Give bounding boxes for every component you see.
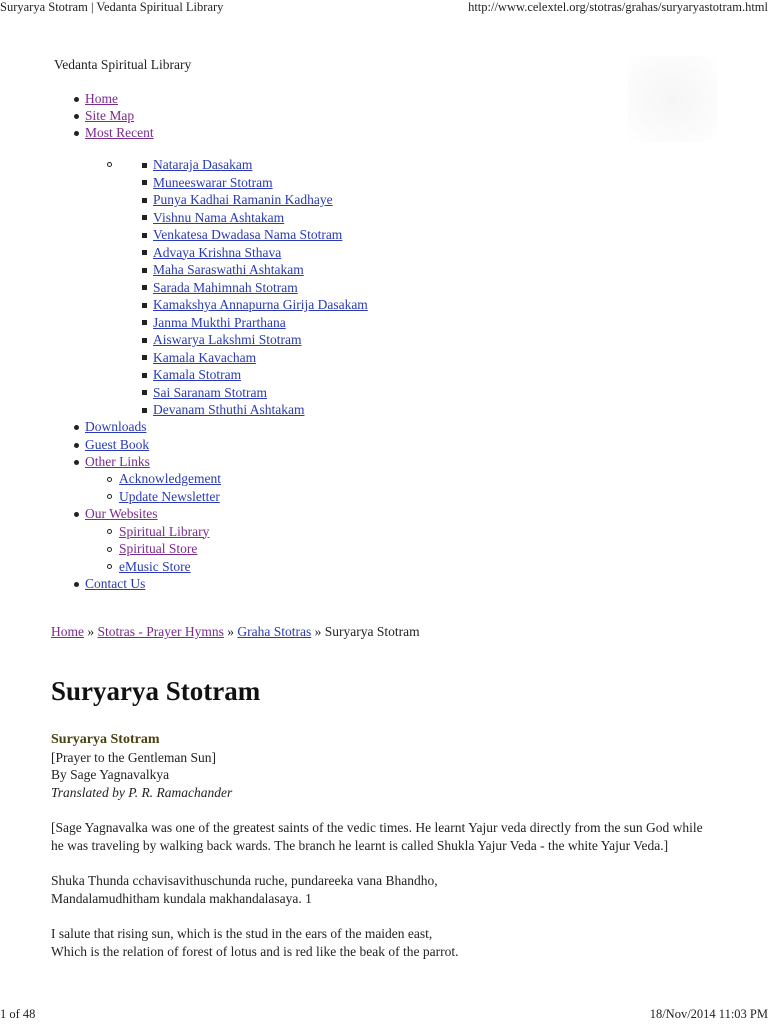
- bullet-icon: [142, 285, 147, 290]
- nav-update-newsletter-link[interactable]: Update Newsletter: [119, 488, 220, 504]
- bullet-icon: [142, 355, 147, 360]
- stotram-translator: Translated by P. R. Ramachander: [51, 784, 233, 800]
- breadcrumb: [51, 624, 420, 640]
- bullet-icon: [74, 460, 79, 465]
- print-page-url: http://www.celextel.org/stotras/grahas/suryaryastotram.html: [468, 0, 768, 14]
- print-datetime: 18/Nov/2014 11:03 PM: [649, 1007, 768, 1021]
- bullet-icon: [142, 408, 147, 413]
- recent-item-link[interactable]: Vishnu Nama Ashtakam: [153, 209, 285, 225]
- recent-item-link[interactable]: Sai Saranam Stotram: [153, 384, 267, 400]
- site-name: Vedanta Spiritual Library: [54, 57, 192, 72]
- bullet-icon: [142, 198, 147, 203]
- intro-line: he was traveling by walking back wards. The branch he learnt is called Shukla Yajur Veda - the white Yajur Veda.]: [51, 837, 669, 853]
- breadcrumb-graha-link[interactable]: Graha Stotras: [237, 624, 312, 639]
- nav-spiritual-store-link[interactable]: Spiritual Store: [119, 541, 198, 556]
- recent-item-link[interactable]: Kamakshya Annapurna Girija Dasakam: [153, 297, 368, 312]
- stotram-author: By Sage Yagnavalkya: [51, 767, 170, 782]
- recent-item-link[interactable]: Muneeswarar Stotram: [153, 174, 273, 190]
- nav-most-recent-link[interactable]: Most Recent: [85, 125, 154, 140]
- bullet-icon: [107, 547, 112, 552]
- bullet-icon: [74, 114, 79, 119]
- recent-item-link[interactable]: Maha Saraswathi Ashtakam: [153, 262, 304, 277]
- nested-bullet-icon: [107, 162, 112, 167]
- nav-spiritual-library-link[interactable]: Spiritual Library: [119, 523, 210, 539]
- bullet-icon: [142, 163, 147, 168]
- breadcrumb-home-link[interactable]: Home: [51, 624, 84, 639]
- recent-item-link[interactable]: Advaya Krishna Sthava: [153, 244, 282, 260]
- verse-paragraph: [51, 872, 731, 907]
- recent-item-link[interactable]: Punya Kadhai Ramanin Kadhaye: [153, 192, 333, 207]
- intro-paragraph: [51, 819, 731, 854]
- bullet-icon: [107, 529, 112, 534]
- nav-home-link[interactable]: Home: [85, 91, 118, 106]
- bullet-icon: [142, 303, 147, 308]
- print-header: [0, 0, 768, 16]
- stotram-heading: Suryarya Stotram: [51, 732, 160, 747]
- bullet-icon: [107, 494, 112, 499]
- bullet-icon: [142, 373, 147, 378]
- nav-guest-book-link[interactable]: Guest Book: [85, 437, 150, 452]
- nav-downloads-link[interactable]: Downloads: [85, 419, 147, 434]
- bullet-icon: [74, 443, 79, 448]
- bullet-icon: [74, 582, 79, 587]
- breadcrumb-stotras-link[interactable]: Stotras - Prayer Hymns: [97, 624, 224, 639]
- bullet-icon: [142, 268, 147, 273]
- nav-our-websites-link[interactable]: Our Websites: [85, 506, 158, 521]
- bullet-icon: [142, 180, 147, 185]
- recent-item-link[interactable]: Kamala Kavacham: [153, 349, 257, 365]
- nav-other-links-link[interactable]: Other Links: [85, 454, 150, 469]
- bullet-icon: [142, 338, 147, 343]
- translation-line: Which is the relation of forest of lotus and is red like the beak of the parrot.: [51, 943, 459, 959]
- recent-item-link[interactable]: Kamala Stotram: [153, 367, 242, 382]
- nav-site-map-link[interactable]: Site Map: [85, 108, 135, 123]
- bullet-icon: [142, 215, 147, 220]
- breadcrumb-separator: »: [314, 624, 322, 639]
- nav-contact-us-link[interactable]: Contact Us: [85, 576, 146, 591]
- bullet-icon: [107, 477, 112, 482]
- bullet-icon: [142, 390, 147, 395]
- recent-item-link[interactable]: Venkatesa Dwadasa Nama Stotram: [153, 227, 343, 242]
- bullet-icon: [74, 131, 79, 136]
- recent-item-link[interactable]: Sarada Mahimnah Stotram: [153, 279, 298, 295]
- recent-item-link[interactable]: Nataraja Dasakam: [153, 157, 253, 172]
- verse-line: Mandalamudhitham kundala makhandalasaya. 1: [51, 890, 312, 906]
- bullet-icon: [74, 512, 79, 517]
- nav-emusic-store-link[interactable]: eMusic Store: [119, 558, 191, 574]
- stotram-subtitle: [Prayer to the Gentleman Sun]: [51, 749, 216, 765]
- recent-item-link[interactable]: Janma Mukthi Prarthana: [153, 314, 286, 330]
- intro-line: [Sage Yagnavalka was one of the greatest saints of the vedic times. He learnt Yajur veda directly from the sun God while: [51, 820, 703, 835]
- bullet-icon: [142, 233, 147, 238]
- print-page-title: Suryarya Stotram | Vedanta Spiritual Library: [0, 0, 224, 14]
- bullet-icon: [74, 425, 79, 430]
- recent-item-link[interactable]: Devanam Sthuthi Ashtakam: [153, 402, 305, 417]
- breadcrumb-separator: »: [227, 624, 234, 639]
- verse-line: Shuka Thunda cchavisavithuschunda ruche, pundareeka vana Bhandho,: [51, 873, 438, 888]
- translation-line: I salute that rising sun, which is the stud in the ears of the maiden east,: [51, 926, 433, 941]
- bullet-icon: [142, 250, 147, 255]
- bullet-icon: [74, 97, 79, 102]
- nav-acknowledgement-link[interactable]: Acknowledgement: [119, 471, 221, 486]
- site-logo: [628, 56, 718, 142]
- bullet-icon: [107, 564, 112, 569]
- article-content: [51, 731, 731, 960]
- recent-item-link[interactable]: Aiswarya Lakshmi Stotram: [153, 332, 302, 347]
- print-footer: [0, 1008, 768, 1024]
- breadcrumb-current: Suryarya Stotram: [324, 624, 420, 639]
- breadcrumb-separator: »: [87, 624, 95, 639]
- print-page-number: 1 of 48: [0, 1007, 36, 1021]
- page-title: Suryarya Stotram: [51, 676, 261, 706]
- translation-paragraph: [51, 925, 731, 960]
- bullet-icon: [142, 320, 147, 325]
